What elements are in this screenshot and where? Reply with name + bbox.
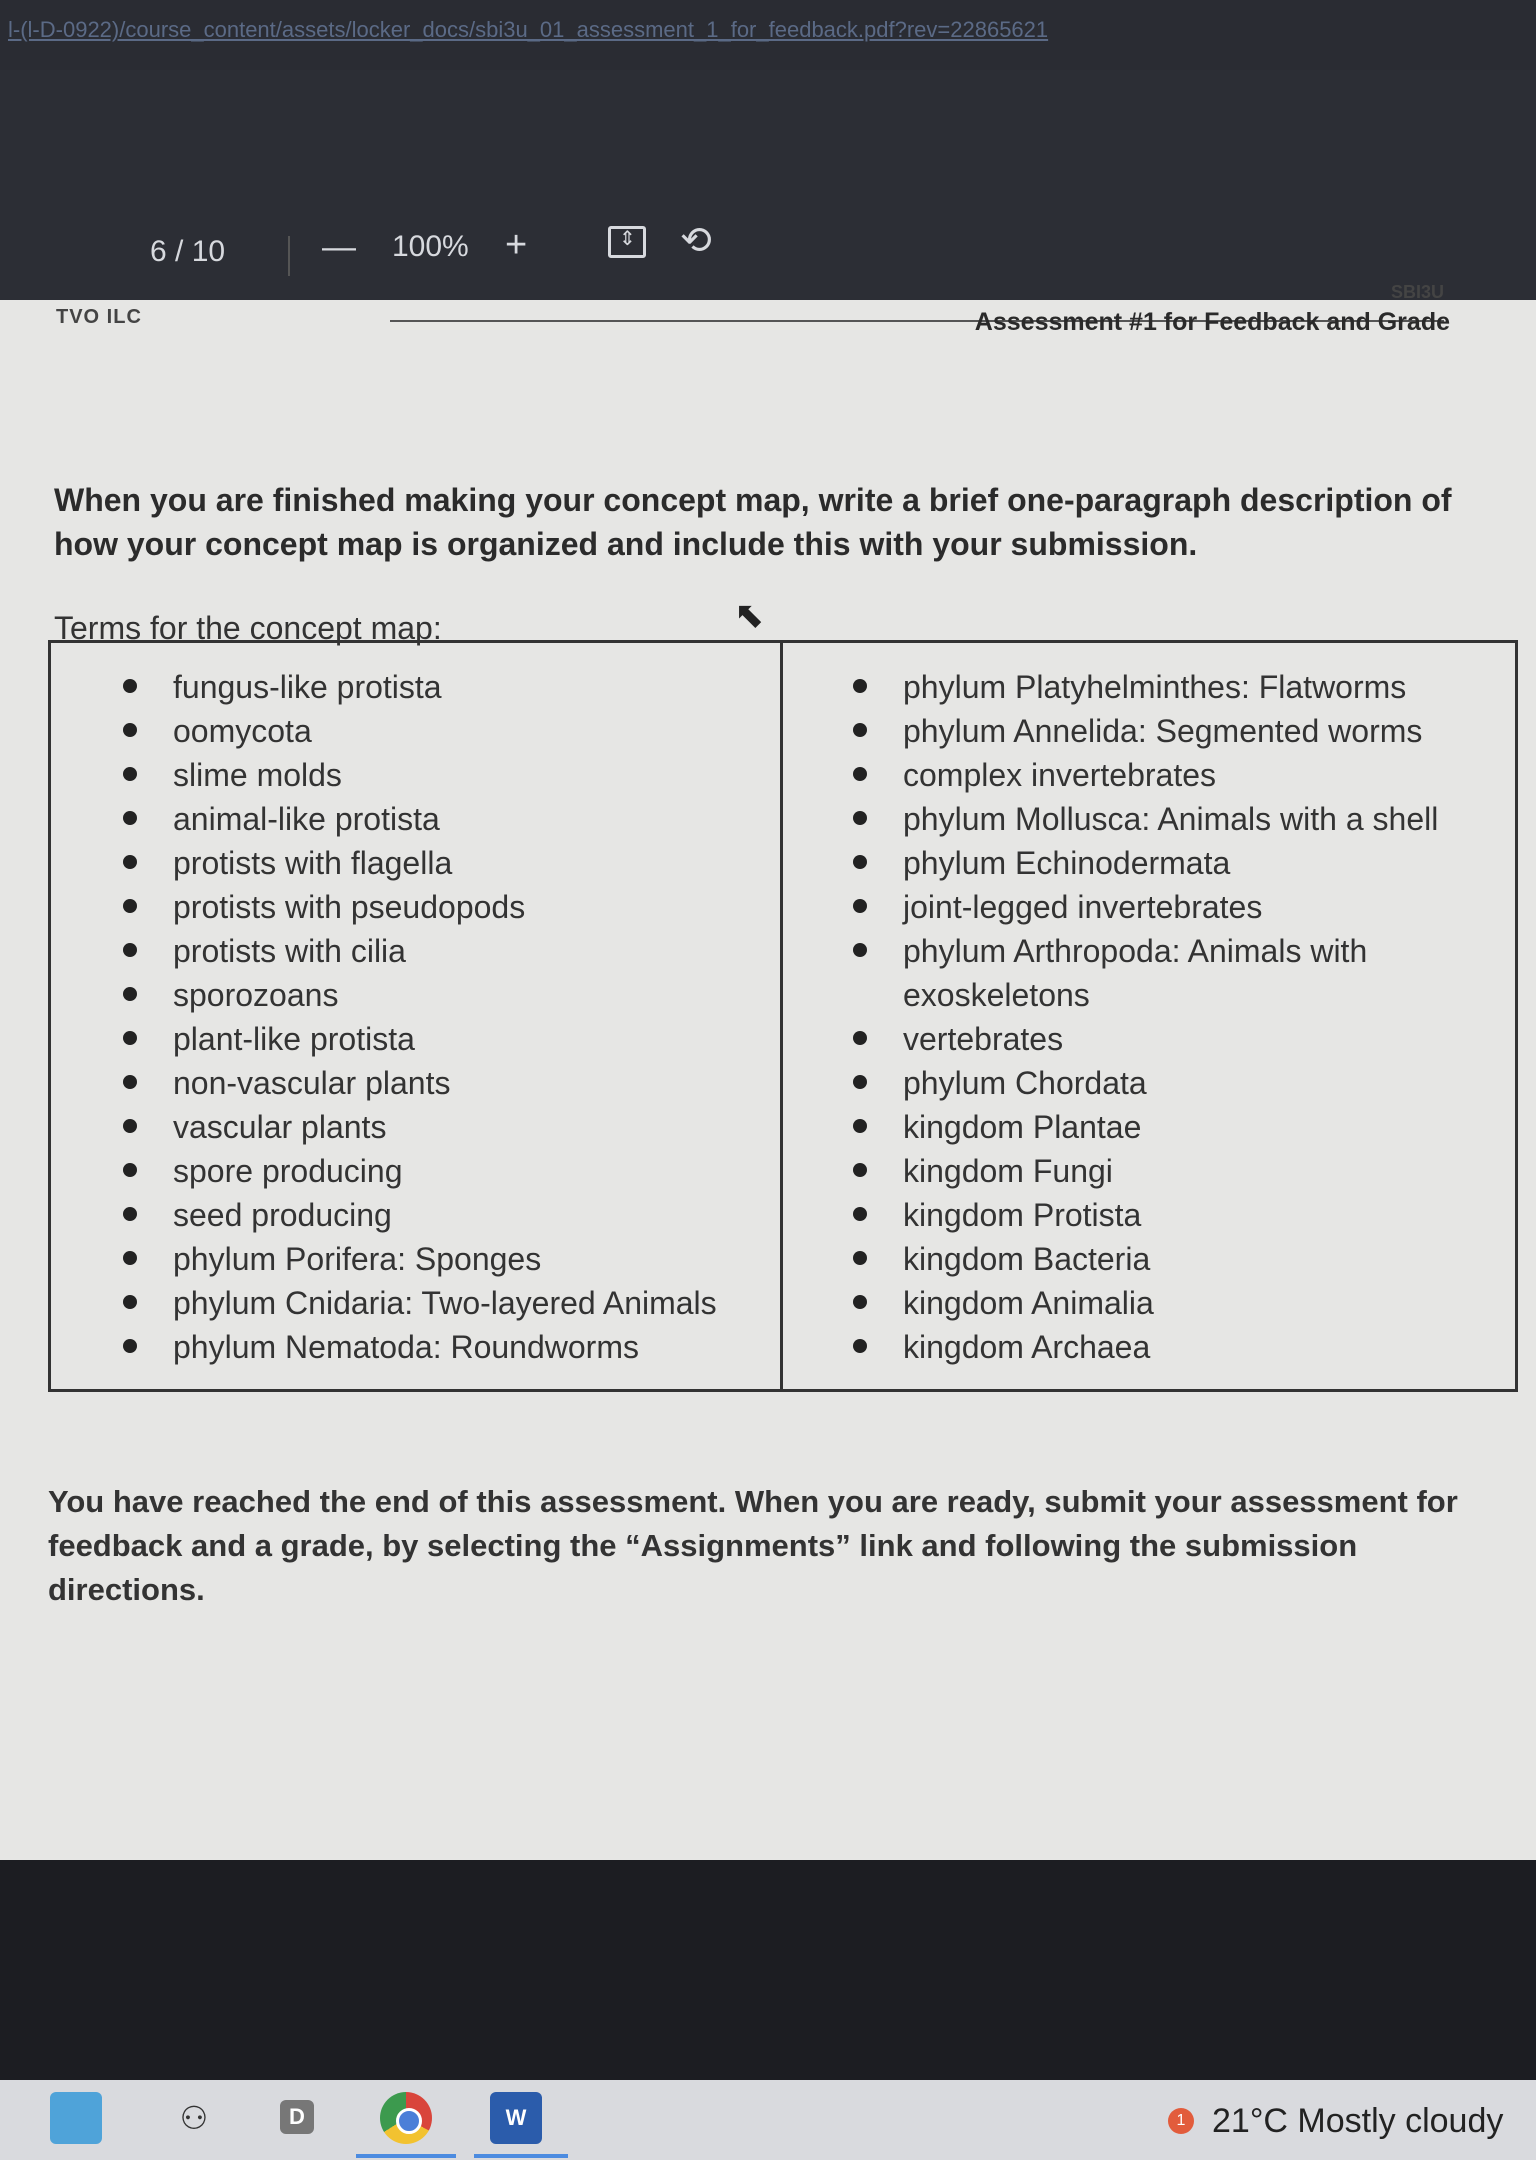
- term-item: joint-legged invertebrates: [783, 885, 1515, 929]
- weather-widget[interactable]: 21°C Mostly cloudy: [1212, 2102, 1504, 2140]
- term-item: sporozoans: [51, 973, 780, 1017]
- zoom-in-button[interactable]: +: [505, 224, 528, 266]
- people-icon[interactable]: ⚇: [179, 2100, 209, 2136]
- word-icon[interactable]: W: [490, 2092, 542, 2144]
- term-item: spore producing: [51, 1149, 780, 1193]
- term-item: non-vascular plants: [51, 1061, 780, 1105]
- terms-column-right: [783, 643, 1515, 1389]
- term-item: kingdom Protista: [783, 1193, 1515, 1237]
- pdf-page: [0, 282, 1536, 2140]
- term-item: phylum Arthropoda: Animals with exoskeletons: [783, 929, 1515, 1017]
- mouse-cursor-icon: ⬉: [734, 594, 765, 635]
- term-item: kingdom Archaea: [783, 1325, 1515, 1369]
- pdf-toolbar: [0, 70, 1536, 300]
- current-page[interactable]: 6: [150, 235, 167, 268]
- weather-alert-badge[interactable]: 1: [1168, 2108, 1194, 2134]
- term-item: fungus-like protista: [51, 665, 780, 709]
- term-item: protists with pseudopods: [51, 885, 780, 929]
- instruction-text: When you are finished making your concept map, write a brief one-paragraph description of how your concept map is organized and include this with your submission.: [54, 482, 1452, 562]
- term-item: vascular plants: [51, 1105, 780, 1149]
- term-item: phylum Chordata: [783, 1061, 1515, 1105]
- closing-text: You have reached the end of this assessment. When you are ready, submit your assessment for feedback and a grade, by selecting the “Assignments” link and following the submission directions.: [48, 1484, 1458, 1607]
- term-item: protists with cilia: [51, 929, 780, 973]
- d-app-icon[interactable]: D: [280, 2100, 314, 2134]
- term-item: complex invertebrates: [783, 753, 1515, 797]
- term-item: slime molds: [51, 753, 780, 797]
- term-item: plant-like protista: [51, 1017, 780, 1061]
- zoom-out-button[interactable]: —: [322, 228, 356, 266]
- address-bar[interactable]: [0, 0, 1536, 70]
- terms-column-left: [51, 643, 783, 1389]
- term-item: phylum Platyhelminthes: Flatworms: [783, 665, 1515, 709]
- term-item: oomycota: [51, 709, 780, 753]
- term-item: phylum Nematoda: Roundworms: [51, 1325, 780, 1369]
- term-item: protists with flagella: [51, 841, 780, 885]
- assessment-title: Assessment #1 for Feedback and Grade: [974, 308, 1450, 336]
- term-item: kingdom Bacteria: [783, 1237, 1515, 1281]
- taskbar: [0, 2080, 1536, 2160]
- rotate-icon[interactable]: ⟲: [680, 220, 712, 262]
- term-item: phylum Annelida: Segmented worms: [783, 709, 1515, 753]
- course-code: SBI3U: [1390, 282, 1444, 302]
- zoom-level[interactable]: 100%: [392, 230, 469, 263]
- fit-page-icon[interactable]: [608, 226, 646, 258]
- term-item: kingdom Plantae: [783, 1105, 1515, 1149]
- term-item: phylum Cnidaria: Two-layered Animals: [51, 1281, 780, 1325]
- term-item: vertebrates: [783, 1017, 1515, 1061]
- page-indicator[interactable]: [150, 235, 225, 269]
- terms-label: Terms for the concept map:: [54, 610, 442, 646]
- term-item: seed producing: [51, 1193, 780, 1237]
- total-pages: / 10: [175, 235, 226, 268]
- term-item: animal-like protista: [51, 797, 780, 841]
- terms-table: [48, 640, 1518, 1392]
- term-item: phylum Echinodermata: [783, 841, 1515, 885]
- term-item: phylum Mollusca: Animals with a shell: [783, 797, 1515, 841]
- chrome-icon[interactable]: [380, 2092, 432, 2144]
- word-active-indicator: [474, 2154, 568, 2158]
- header-left: TVO ILC: [56, 306, 142, 328]
- term-item: kingdom Animalia: [783, 1281, 1515, 1325]
- toolbar-divider: [288, 236, 290, 276]
- term-item: phylum Porifera: Sponges: [51, 1237, 780, 1281]
- url-text[interactable]: l-(l-D-0922)/course_content/assets/locker_docs/sbi3u_01_assessment_1_for_feedback.pdf?rev=22865621: [8, 17, 1049, 42]
- mail-icon[interactable]: [50, 2092, 102, 2144]
- term-item: kingdom Fungi: [783, 1149, 1515, 1193]
- chrome-active-indicator: [356, 2154, 456, 2158]
